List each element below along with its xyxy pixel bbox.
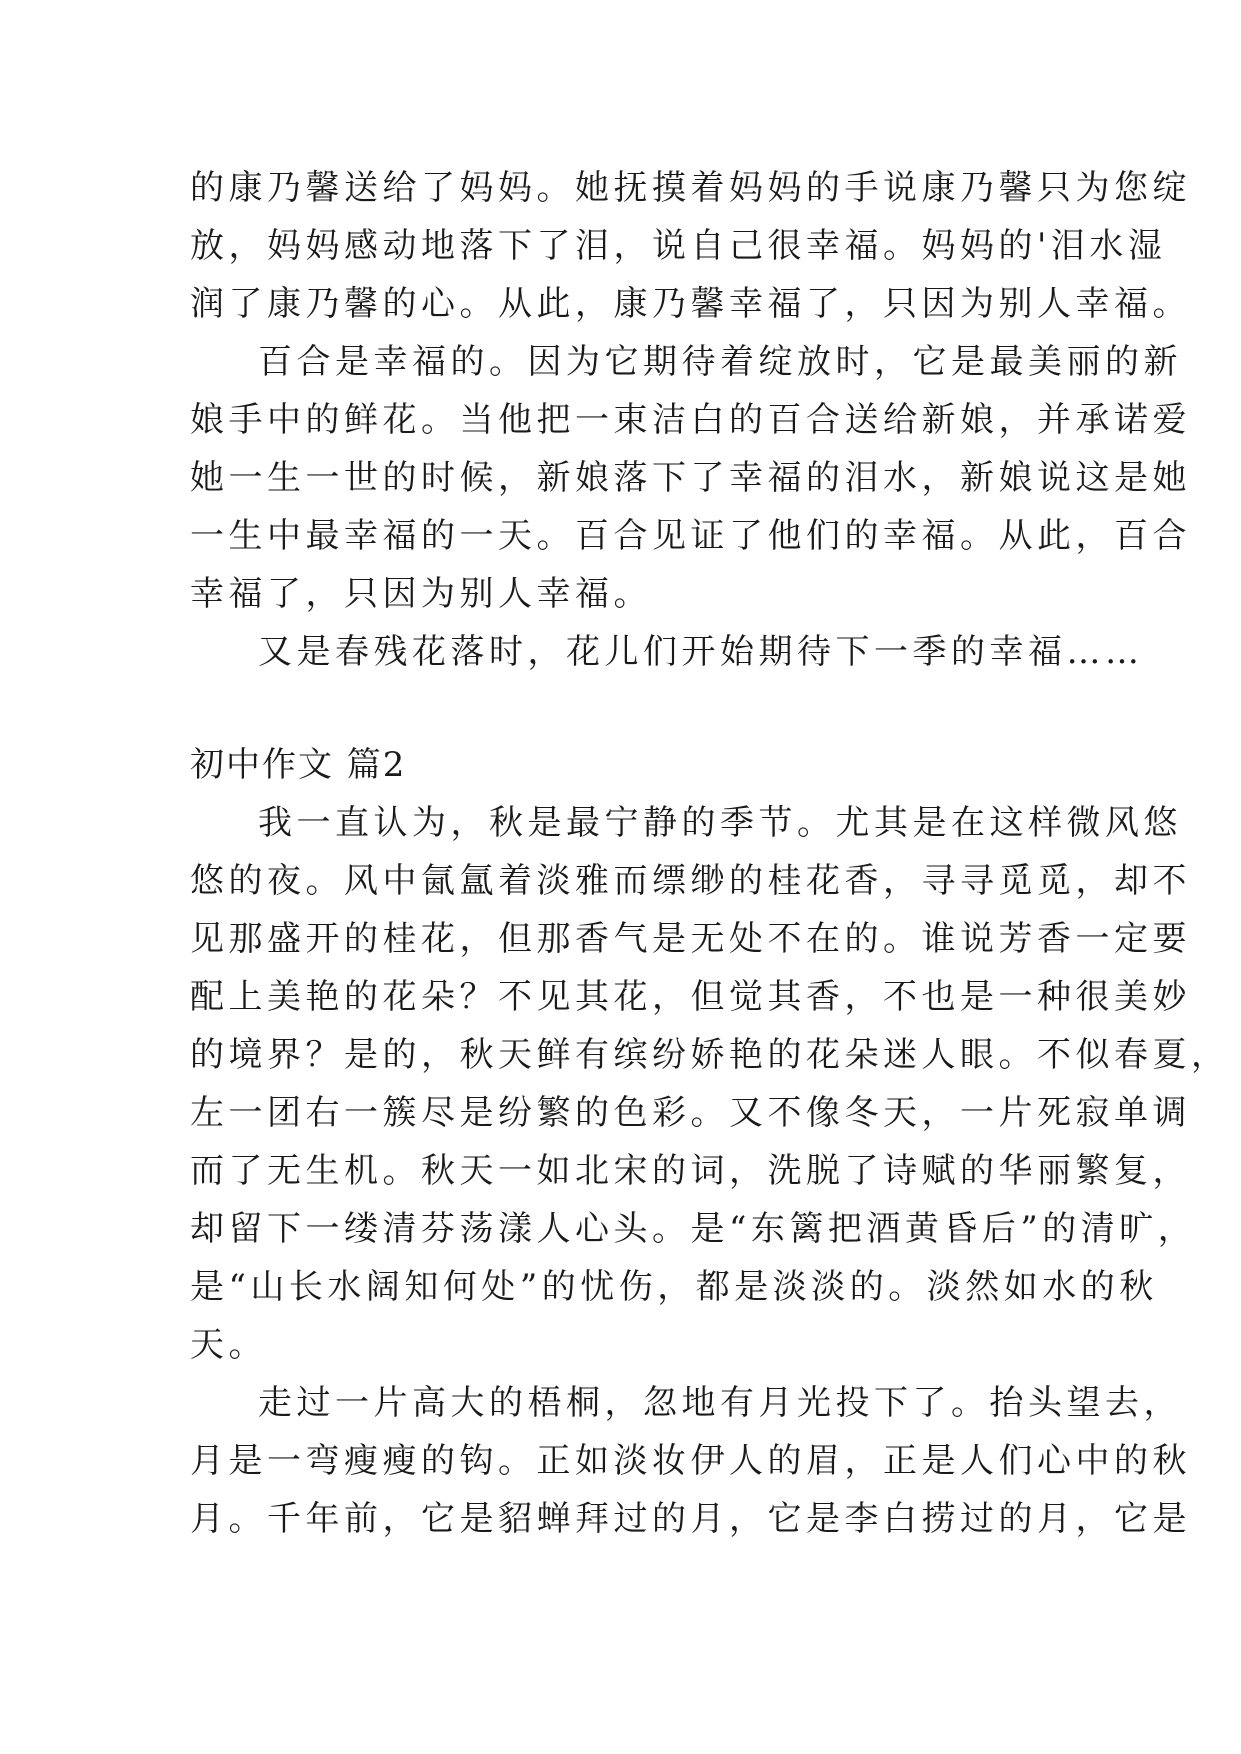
body-text-line: 幸福了，只因为别人幸福。 [190,574,652,614]
body-text-line: 她一生一世的时候，新娘落下了幸福的泪水，新娘说这是她 [190,458,1191,498]
body-text-line: 悠的夜。风中氤氲着淡雅而缥缈的桂花香，寻寻觅觅，却不 [190,861,1191,901]
body-text-line: 放，妈妈感动地落下了泪，说自己很幸福。妈妈的'泪水湿 [190,226,1167,266]
paragraph-first-line: 又是春残花落时，花儿们开始期待下一季的幸福…… [258,632,1144,672]
body-text-line: 而了无生机。秋天一如北宋的词，洗脱了诗赋的华丽繁复， [190,1151,1191,1191]
body-text-line: 见那盛开的桂花，但那香气是无处不在的。谁说芳香一定要 [190,919,1191,959]
body-text-line: 月。千年前，它是貂蝉拜过的月，它是李白捞过的月，它是 [190,1499,1191,1539]
section-heading: 初中作文 篇2 [190,745,407,785]
paragraph-first-line: 我一直认为，秋是最宁静的季节。尤其是在这样微风悠 [258,803,1182,843]
body-text-line: 润了康乃馨的心。从此，康乃馨幸福了，只因为别人幸福。 [190,284,1191,324]
body-text-line: 是“山长水阔知何处”的忧伤，都是淡淡的。淡然如水的秋 [190,1267,1158,1307]
body-text-line: 月是一弯瘦瘦的钩。正如淡妆伊人的眉，正是人们心中的秋 [190,1441,1191,1481]
body-text-line: 的境界？是的，秋天鲜有缤纷娇艳的花朵迷人眼。不似春夏， [190,1035,1230,1075]
body-text-line: 却留下一缕清芬荡漾人心头。是“东篱把酒黄昏后”的清旷， [190,1209,1197,1249]
paragraph-first-line: 百合是幸福的。因为它期待着绽放时，它是最美丽的新 [258,342,1182,382]
body-text-line: 一生中最幸福的一天。百合见证了他们的幸福。从此，百合 [190,516,1191,556]
body-text-line: 配上美艳的花朵？不见其花，但觉其香，不也是一种很美妙 [190,977,1191,1017]
body-text-line: 的康乃馨送给了妈妈。她抚摸着妈妈的手说康乃馨只为您绽 [190,168,1191,208]
body-text-line: 娘手中的鲜花。当他把一束洁白的百合送给新娘，并承诺爱 [190,400,1191,440]
body-text-line: 左一团右一簇尽是纷繁的色彩。又不像冬天，一片死寂单调 [190,1093,1191,1133]
body-text-line: 天。 [190,1325,267,1365]
paragraph-first-line: 走过一片高大的梧桐，忽地有月光投下了。抬头望去， [258,1383,1182,1423]
